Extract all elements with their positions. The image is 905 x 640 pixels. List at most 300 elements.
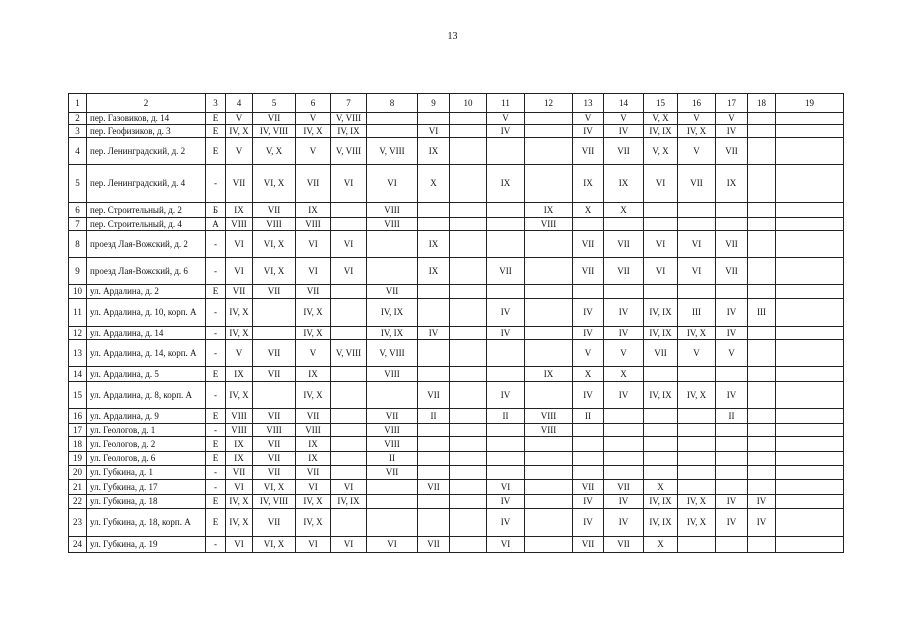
table-cell: III (748, 299, 776, 327)
table-cell: IV, X (226, 382, 253, 409)
table-cell: VI, X (253, 480, 296, 495)
table-cell: VIII (226, 424, 253, 437)
table-cell (487, 466, 525, 480)
table-cell: VI, X (253, 231, 296, 258)
table-cell: IV, VIII (253, 125, 296, 138)
table-cell (776, 125, 844, 138)
table-cell (331, 367, 367, 382)
table-cell (450, 113, 487, 125)
table-cell: V (573, 340, 604, 367)
table-cell: V (296, 340, 331, 367)
table-cell: IV (604, 125, 644, 138)
row-address: ул. Губкина, д. 19 (87, 537, 206, 553)
table-cell: VI (678, 231, 716, 258)
table-cell (418, 299, 450, 327)
table-cell (525, 113, 573, 125)
table-cell (748, 231, 776, 258)
table-cell: IX (226, 437, 253, 452)
table-cell: VI (644, 165, 678, 203)
table-cell (776, 165, 844, 203)
table-cell (487, 203, 525, 218)
table-cell: VII (573, 258, 604, 285)
column-header: 16 (678, 94, 716, 113)
table-cell: - (206, 382, 226, 409)
table-cell: V (296, 113, 331, 125)
table-cell: V (226, 340, 253, 367)
table-cell: IV (487, 299, 525, 327)
row-number: 22 (69, 495, 87, 509)
table-cell (525, 327, 573, 340)
table-cell: V (296, 138, 331, 165)
table-cell (748, 327, 776, 340)
table-row (69, 367, 844, 382)
table-cell: VII (226, 285, 253, 299)
table-cell (776, 452, 844, 466)
table-cell (367, 231, 418, 258)
table-cell: IV, X (678, 327, 716, 340)
table-cell (776, 382, 844, 409)
table-cell (525, 285, 573, 299)
table-cell: VIII (253, 424, 296, 437)
table-cell: V, VIII (331, 113, 367, 125)
row-number: 17 (69, 424, 87, 437)
table-cell: IX (487, 165, 525, 203)
column-header: 1 (69, 94, 87, 113)
table-cell: IV (716, 509, 748, 537)
table-cell: VI (226, 258, 253, 285)
row-number: 15 (69, 382, 87, 409)
table-cell (678, 285, 716, 299)
table-cell (487, 138, 525, 165)
table-cell (331, 327, 367, 340)
table-row (69, 424, 844, 437)
table-cell (748, 452, 776, 466)
table-cell (450, 509, 487, 537)
table-cell (678, 203, 716, 218)
table-cell: VI (296, 258, 331, 285)
table-cell: VII (716, 258, 748, 285)
table-cell (776, 409, 844, 424)
table-cell (644, 424, 678, 437)
table-cell (573, 466, 604, 480)
table-cell (367, 113, 418, 125)
table-cell: IV, IX (644, 327, 678, 340)
table-cell: VII (253, 113, 296, 125)
row-number: 14 (69, 367, 87, 382)
table-cell (418, 452, 450, 466)
table-cell (776, 340, 844, 367)
row-address: проезд Лая-Вожский, д. 6 (87, 258, 206, 285)
table-cell (716, 218, 748, 231)
table-cell: IV, X (226, 299, 253, 327)
table-cell (450, 327, 487, 340)
table-cell: VI (331, 165, 367, 203)
table-cell: VI, X (253, 165, 296, 203)
table-cell (331, 409, 367, 424)
table-cell (331, 203, 367, 218)
table-cell: IX (226, 452, 253, 466)
table-cell: Е (206, 437, 226, 452)
table-cell (573, 218, 604, 231)
table-cell: V (678, 138, 716, 165)
table-cell: VIII (226, 218, 253, 231)
table-cell: IV (573, 382, 604, 409)
table-cell (748, 424, 776, 437)
table-cell: IV, IX (367, 327, 418, 340)
table-cell (525, 495, 573, 509)
table-cell (678, 466, 716, 480)
table-cell (253, 299, 296, 327)
row-number: 12 (69, 327, 87, 340)
table-cell (716, 452, 748, 466)
table-cell (678, 437, 716, 452)
table-cell: VIII (296, 424, 331, 437)
table-cell: IX (296, 437, 331, 452)
table-cell: X (573, 203, 604, 218)
table-cell: А (206, 218, 226, 231)
table-cell: VII (604, 231, 644, 258)
row-number: 5 (69, 165, 87, 203)
table-cell (418, 285, 450, 299)
table-cell (525, 125, 573, 138)
table-cell (776, 424, 844, 437)
table-cell (573, 437, 604, 452)
table-cell (716, 285, 748, 299)
table-cell (450, 537, 487, 553)
table-cell (450, 466, 487, 480)
table-cell (487, 452, 525, 466)
table-cell: IV (604, 382, 644, 409)
table-cell (604, 437, 644, 452)
table-cell (450, 165, 487, 203)
row-address: ул. Ардалина, д. 2 (87, 285, 206, 299)
table-cell: VII (644, 340, 678, 367)
table-cell (331, 285, 367, 299)
table-row (69, 285, 844, 299)
table-cell (748, 218, 776, 231)
table-cell: VII (253, 367, 296, 382)
column-header: 8 (367, 94, 418, 113)
table-cell: VI (644, 231, 678, 258)
row-address: ул. Ардалина, д. 14 (87, 327, 206, 340)
table-cell (748, 382, 776, 409)
table-cell (487, 424, 525, 437)
table-cell: Е (206, 285, 226, 299)
table-cell: V (716, 113, 748, 125)
table-cell: IV, X (296, 382, 331, 409)
table-cell: IV (716, 495, 748, 509)
table-cell: VII (573, 537, 604, 553)
table-row (69, 495, 844, 509)
table-cell: VI (678, 258, 716, 285)
table-cell: VI (331, 537, 367, 553)
table-cell: IV, IX (644, 382, 678, 409)
table-cell: Б (206, 203, 226, 218)
table-cell (748, 409, 776, 424)
table-cell (573, 424, 604, 437)
table-cell: VII (296, 285, 331, 299)
table-cell: VII (253, 340, 296, 367)
table-cell (748, 285, 776, 299)
row-address: ул. Ардалина, д. 10, корп. А (87, 299, 206, 327)
table-cell (525, 340, 573, 367)
table-cell (331, 424, 367, 437)
row-address: ул. Губкина, д. 1 (87, 466, 206, 480)
table-cell: VI, X (253, 537, 296, 553)
table-row (69, 327, 844, 340)
table-cell (450, 409, 487, 424)
table-cell: VI (296, 537, 331, 553)
table-cell (418, 437, 450, 452)
table-cell: IV (748, 509, 776, 537)
table-cell: IV (573, 125, 604, 138)
table-cell: IV (487, 125, 525, 138)
row-address: пер. Ленинградский, д. 2 (87, 138, 206, 165)
table-cell: VII (604, 480, 644, 495)
table-cell (487, 367, 525, 382)
table-row (69, 409, 844, 424)
row-number: 6 (69, 203, 87, 218)
table-cell: VI (487, 537, 525, 553)
table-cell: IV (604, 327, 644, 340)
table-cell (644, 218, 678, 231)
table-cell: VII (367, 409, 418, 424)
table-cell: VII (367, 285, 418, 299)
table-cell: VII (604, 258, 644, 285)
table-cell: II (573, 409, 604, 424)
row-number: 2 (69, 113, 87, 125)
table-cell (644, 203, 678, 218)
table-cell: IV (573, 327, 604, 340)
table-cell: IV, IX (644, 125, 678, 138)
table-cell: VII (296, 409, 331, 424)
table-row (69, 437, 844, 452)
column-header: 3 (206, 94, 226, 113)
table-cell: VII (226, 466, 253, 480)
table-cell: IX (296, 367, 331, 382)
table-cell: Е (206, 495, 226, 509)
table-cell (776, 138, 844, 165)
table-cell (367, 382, 418, 409)
column-header: 19 (776, 94, 844, 113)
table-cell: IV (716, 125, 748, 138)
table-cell (776, 258, 844, 285)
column-header: 6 (296, 94, 331, 113)
table-cell (604, 452, 644, 466)
table-cell: IV (573, 299, 604, 327)
table-cell: IV (573, 509, 604, 537)
table-cell (678, 409, 716, 424)
table-cell: V, VIII (331, 138, 367, 165)
table-cell: II (367, 452, 418, 466)
table-cell (748, 367, 776, 382)
column-header: 2 (87, 94, 206, 113)
table-cell: VI (226, 537, 253, 553)
table-cell: VII (253, 203, 296, 218)
table-cell: IV, X (296, 495, 331, 509)
table-cell: - (206, 537, 226, 553)
table-cell (487, 218, 525, 231)
table-cell (716, 466, 748, 480)
table-cell: IV (604, 495, 644, 509)
table-cell: IV (748, 495, 776, 509)
table-cell (716, 537, 748, 553)
table-cell (450, 258, 487, 285)
row-number: 18 (69, 437, 87, 452)
table-row (69, 165, 844, 203)
table-cell (604, 218, 644, 231)
table-cell: V (678, 340, 716, 367)
table-cell: X (644, 537, 678, 553)
row-number: 20 (69, 466, 87, 480)
table-cell: VI (331, 231, 367, 258)
table-cell: VIII (296, 218, 331, 231)
table-cell (331, 509, 367, 537)
table-cell (418, 218, 450, 231)
table-cell (331, 466, 367, 480)
table-cell (716, 424, 748, 437)
column-header: 11 (487, 94, 525, 113)
table-cell (450, 285, 487, 299)
table-cell (253, 327, 296, 340)
table-cell: II (487, 409, 525, 424)
table-cell (776, 203, 844, 218)
table-cell (604, 285, 644, 299)
table-cell (678, 452, 716, 466)
table-cell: VII (253, 452, 296, 466)
table-cell (450, 203, 487, 218)
table-cell: VII (604, 138, 644, 165)
table-cell: IV, VIII (253, 495, 296, 509)
table-cell: IX (226, 203, 253, 218)
table-cell: IV, X (296, 327, 331, 340)
table-cell (748, 113, 776, 125)
table-cell (487, 285, 525, 299)
row-address: проезд Лая-Вожский, д. 2 (87, 231, 206, 258)
table-cell (776, 367, 844, 382)
table-cell (748, 340, 776, 367)
column-header: 18 (748, 94, 776, 113)
table-cell: VII (573, 231, 604, 258)
table-cell (525, 509, 573, 537)
table-cell (748, 165, 776, 203)
table-cell: IV (716, 327, 748, 340)
table-cell (776, 327, 844, 340)
table-cell: - (206, 299, 226, 327)
table-cell: IV, X (678, 495, 716, 509)
table-cell: VII (573, 480, 604, 495)
table-cell (450, 382, 487, 409)
table-cell (450, 138, 487, 165)
table-cell (331, 452, 367, 466)
column-header: 5 (253, 94, 296, 113)
table-cell: Е (206, 367, 226, 382)
table-cell: VII (296, 165, 331, 203)
table-cell: IV (573, 495, 604, 509)
table-cell (331, 382, 367, 409)
table-cell (418, 340, 450, 367)
table-cell (418, 509, 450, 537)
table-cell (525, 480, 573, 495)
row-number: 3 (69, 125, 87, 138)
table-cell (331, 218, 367, 231)
table-cell (367, 125, 418, 138)
row-address: ул. Геологов, д. 6 (87, 452, 206, 466)
table-row (69, 452, 844, 466)
table-cell: VIII (367, 437, 418, 452)
table-cell (367, 258, 418, 285)
table-cell: V, VIII (367, 340, 418, 367)
table-cell: IX (296, 203, 331, 218)
table-cell (525, 452, 573, 466)
table-cell: VII (296, 466, 331, 480)
table-cell (573, 452, 604, 466)
column-header: 12 (525, 94, 573, 113)
table-cell: VIII (253, 218, 296, 231)
table-cell: - (206, 466, 226, 480)
page-number: 13 (447, 31, 458, 42)
table-cell (776, 466, 844, 480)
table-cell: VI, X (253, 258, 296, 285)
table-cell: IX (604, 165, 644, 203)
table-cell: VII (418, 382, 450, 409)
table-row (69, 113, 844, 125)
table-cell (450, 452, 487, 466)
table-cell (644, 285, 678, 299)
table-cell (604, 409, 644, 424)
table-cell: VII (226, 165, 253, 203)
column-header: 15 (644, 94, 678, 113)
row-address: пер. Строительный, д. 2 (87, 203, 206, 218)
table-cell: IV, IX (644, 495, 678, 509)
table-cell: V (678, 113, 716, 125)
table-cell: III (678, 299, 716, 327)
table-cell: VII (253, 466, 296, 480)
table-cell (748, 466, 776, 480)
table-cell (748, 437, 776, 452)
row-number: 4 (69, 138, 87, 165)
table-cell: X (418, 165, 450, 203)
table-cell: VII (253, 509, 296, 537)
table-cell (716, 480, 748, 495)
table-cell: VI (226, 480, 253, 495)
table-cell: Е (206, 125, 226, 138)
table-cell: - (206, 165, 226, 203)
row-number: 13 (69, 340, 87, 367)
table-cell: IV (487, 327, 525, 340)
table-cell: IX (418, 231, 450, 258)
row-address: ул. Ардалина, д. 8, корп. А (87, 382, 206, 409)
table-cell (418, 113, 450, 125)
table-cell (644, 409, 678, 424)
table-cell: VI (296, 480, 331, 495)
table-cell: IV (487, 382, 525, 409)
table-cell: Е (206, 113, 226, 125)
table-cell (776, 495, 844, 509)
table-cell: IV, IX (331, 125, 367, 138)
table-cell (367, 509, 418, 537)
table-cell (748, 537, 776, 553)
table-cell (450, 367, 487, 382)
table-cell: IV, IX (644, 299, 678, 327)
table-cell: II (418, 409, 450, 424)
row-address: ул. Губкина, д. 17 (87, 480, 206, 495)
table-cell (748, 203, 776, 218)
table-cell (367, 495, 418, 509)
table-cell (525, 258, 573, 285)
table-cell (418, 203, 450, 218)
table-cell: IV (716, 382, 748, 409)
